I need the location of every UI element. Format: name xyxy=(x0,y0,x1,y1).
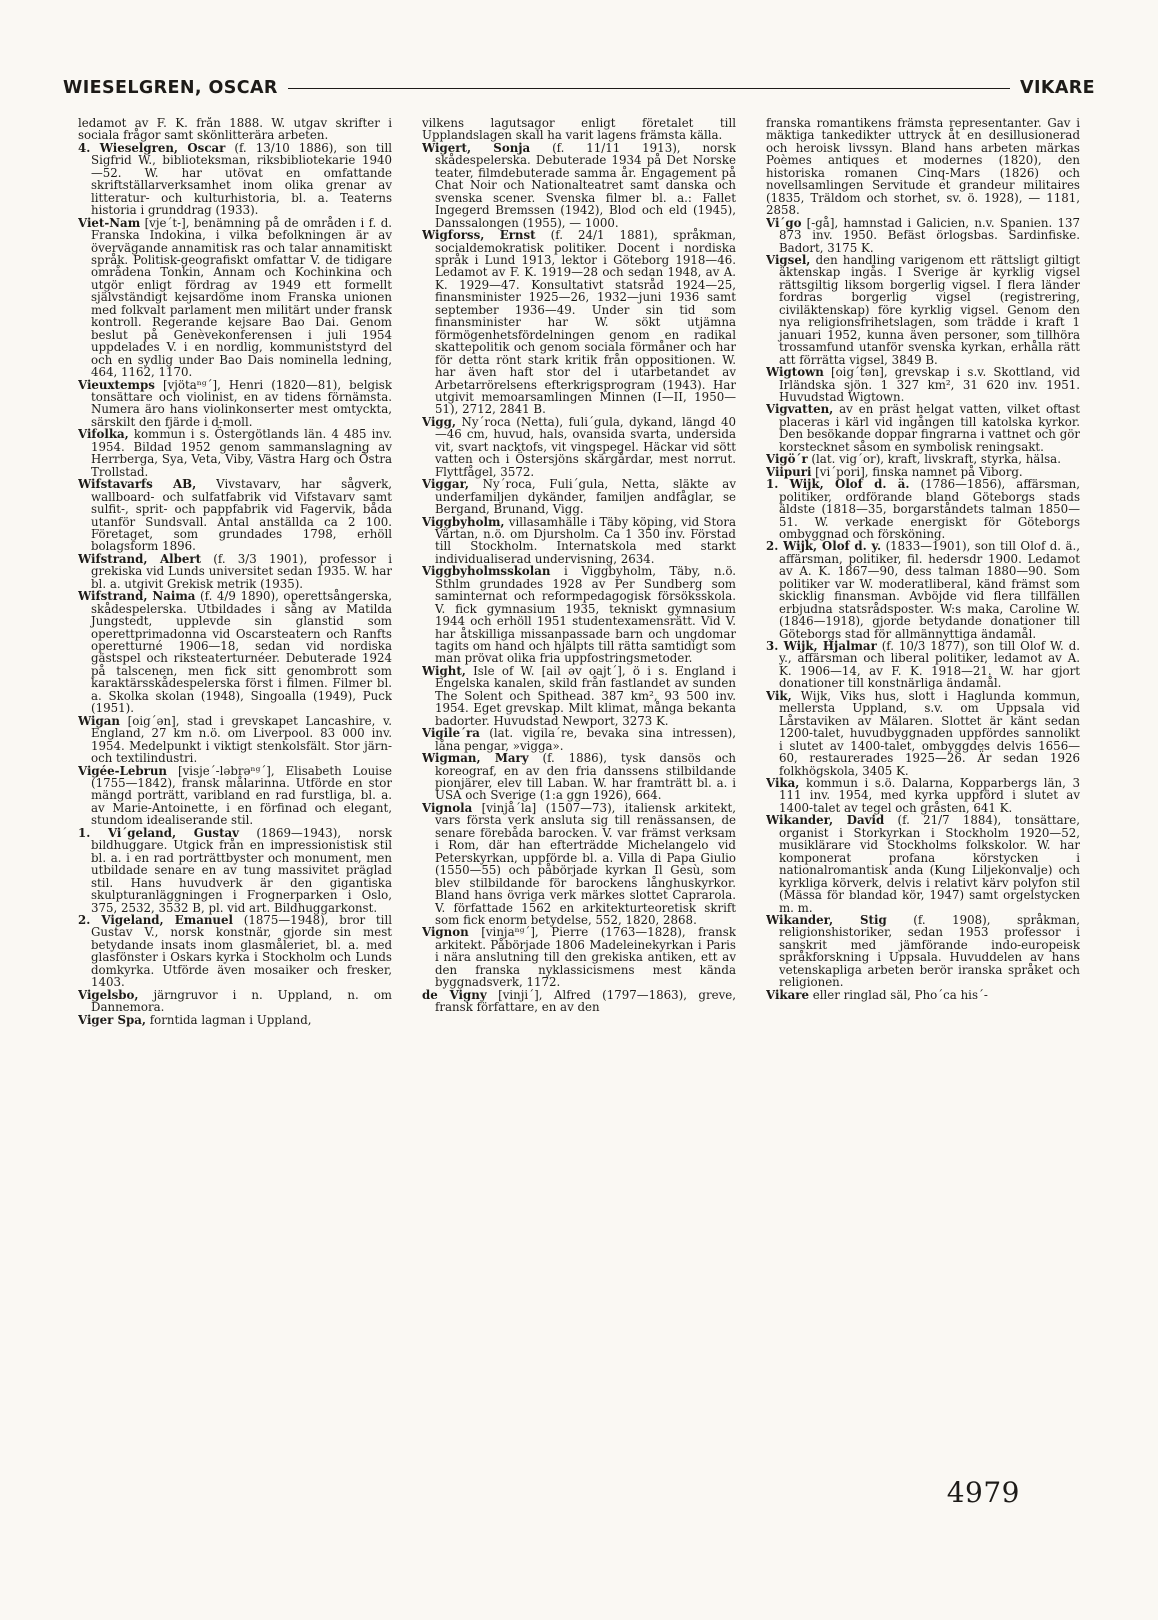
entry-text: (lat. vig´or), kraft, livskraft, styrka, hälsa. xyxy=(807,452,1061,467)
entry-text: Vivstavarv, har sågverk, wallboard- och sulfatfabrik vid Vifstavarv samt sulfit-, sprit- och pappfabrik vid Fagervik, båda utanför Sundsvall. Antal anställda ca 2 100. Företaget, som grundades 1798, erhöll bolagsform 1896. xyxy=(91,477,392,554)
entry-headword: Viet-Nam xyxy=(78,215,141,230)
dictionary-entry xyxy=(78,379,392,429)
dictionary-entry xyxy=(422,802,736,927)
entry-headword: Wikander, Stig xyxy=(766,913,887,927)
column-3 xyxy=(766,117,1080,1457)
dictionary-entry xyxy=(766,217,1080,254)
entry-headword: Vik, xyxy=(766,688,792,703)
dictionary-entry xyxy=(78,478,392,553)
entry-text: [vi´pori], finska namnet på Viborg. xyxy=(811,464,1023,479)
dictionary-entry xyxy=(78,914,392,989)
entry-text: (f. 11/11 1913), norsk skådespelerska. Debuterade 1934 på Det Norske teater, filmdebuterade samma år. Engagement på Chat Noir och Nationalteatret samt danska och svenska scener. Svenska filmer bl. a.: Fallet Ingegerd Bremssen (1942), Blod och eld (1945), Danssalongen (1955), — 1000. xyxy=(435,140,736,230)
entry-text: [vinjå´la] (1507—73), italiensk arkitekt, vars första verk ansluta sig till renässansen, de senare förebåda barocken. V. var främst verksam i Rom, där han efterträdde Michelangelo vid Peterskyrkan, uppförde bl. a. Villa di Papa Giulio (1550—55) och påbörjade kyrkan Il Gesù, som blev stilbildande för barockens långhuskyrkor. Bland hans övriga verk märkes slottet Caprarola. V. författade 1562 en arkitekturteoretisk skrift som fick enorm betydelse, 552, 1820, 2868. xyxy=(435,800,736,927)
entry-text: Isle of W. [ail əv oajt´], ö i s. England i Engelska kanalen, skild från fastlandet av sunden The Solent och Spithead. 387 km², 93 500 inv. 1954. Eget grevskap. Milt klimat, många bekanta badorter. Huvudstad Newport, 3273 K. xyxy=(435,663,736,728)
dictionary-entry xyxy=(766,814,1080,914)
entry-text: Ny´roca (Netta), fuli´gula, dykand, längd 40—46 cm, huvud, hals, ovansida svarta, undersida vit, svart nacktofs, vit vingspegel. Häckar vid sött vatten och i Östersjöns skärgårdar, mest norrut. Flyttfågel, 3572. xyxy=(435,414,736,479)
entry-text: ledamot av F. K. från 1888. W. utgav skrifter i sociala frågor samt skönlitterära arbeten. xyxy=(78,117,392,143)
header-rule xyxy=(288,88,1010,89)
header-left-headword: WIESELGREN, OSCAR xyxy=(63,78,278,98)
entry-headword: Vieuxtemps xyxy=(78,377,155,392)
entry-text: (f. 4/9 1890), operettsångerska, skådespelerska. Utbildades i sång av Matilda Jungstedt, upplevde sin glanstid som operettprimadonna vid Oscarsteatern och Ranfts operetturné 1906—18, sedan vid nordiska gästspel och riksteaterturnéer. Debuterade 1924 på talscenen, men fick sitt genombrott som karaktärsskådespelerska först i filmen. Filmer bl. a. Skolka skolan (1948), Singoalla (1949), Puck (1951). xyxy=(91,589,392,716)
text-columns xyxy=(78,117,1080,1457)
dictionary-entry xyxy=(422,117,736,142)
entry-headword: Vika, xyxy=(766,776,800,791)
dictionary-entry xyxy=(78,142,392,217)
dictionary-entry xyxy=(422,727,736,752)
dictionary-entry xyxy=(78,217,392,379)
entry-headword: Viger Spa, xyxy=(78,1012,147,1027)
entry-text: [vinjaⁿᵍ´], Pierre (1763—1828), fransk arkitekt. Påbörjade 1806 Madeleinekyrkan i Paris i nära anslutning till den grekiska antiken, ett av den franska nyklassicismens mest kända byggnadsverk, 1172. xyxy=(435,925,736,990)
entry-text: (f. 1886), tysk dansös och koreograf, en av den fria danssens stilbildande pionjärer, elev till Laban. W. har framträtt bl. a. i USA och Sverige (1:a ggn 1926), 664. xyxy=(435,751,736,803)
dictionary-entry xyxy=(766,366,1080,403)
entry-text: [oig´ən], stad i grevskapet Lancashire, v. England, 27 km n.ö. om Liverpool. 83 000 inv. 1954. Medelpunkt i viktigt stenkolsfält. Stor järn- och textilindustri. xyxy=(91,713,392,766)
dictionary-entry xyxy=(78,765,392,827)
entry-text: (f. 24/1 1881), språkman, socialdemokratisk politiker. Docent i nordiska språk i Lund 1913, lektor i Göteborg 1918—46. Ledamot av F. K. 1919—28 och sedan 1948, av A. K. 1929—47. Konsultativt statsråd 1924—25, finansminister 1925—26, 1932—juni 1936 samt september 1936—49. Under sin tid som finansminister har W. sökt utjämna förmögenhetsfördelningen genom en radikal skattepolitik och genom sociala förmåner och har för detta rönt stark kritik från oppositionen. W. har även haft stor del i utarbetandet av Arbetarrörelsens efterkrigsprogram (1943). Har utgivit memoarsamlingen Minnen (I—II, 1950—51), 2712, 2841 B. xyxy=(435,228,736,417)
entry-text: franska romantikens främsta representanter. Gav i mäktiga tankedikter uttryck åt en desillusionerad och heroisk livssyn. Bland hans arbeten märkas Poèmes antiques et modernes (1820), den historiska romanen Cinq-Mars (1826) och novellsamlingen Servitude et grandeur militaires (1835, Träldom och storhet, sv. ö. 1928), — 1181, 2858. xyxy=(766,117,1080,218)
entry-text: (f. 3/3 1901), professor i grekiska vid Lunds universitet sedan 1935. W. har bl. a. utgivit Grekisk metrik (1935). xyxy=(91,551,392,591)
dictionary-entry xyxy=(78,590,392,715)
dictionary-entry xyxy=(766,640,1080,690)
entry-headword: Vignon xyxy=(422,925,469,940)
entry-headword: Vigée-Lebrun xyxy=(78,763,168,778)
entry-text: kommun i s. Östergötlands län. 4 485 inv. 1954. Bildad 1952 genom sammanslagning av Herrberga, Sya, Veta, Viby, Västra Harg och Östra Trollstad. xyxy=(91,427,392,479)
entry-headword: Viggar, xyxy=(422,477,470,492)
entry-text: Wijk, Viks hus, slott i Haglunda kommun, mellersta Uppland, s.v. om Uppsala vid Lårstaviken av Mälaren. Slottet är känt sedan 1200-talet, huvudbyggnaden uppfördes sannolikt i slutet av 1400-talet, ombyggdes delvis 1656—60, restaurerades 1925—26. Är sedan 1926 folkhögskola, 3405 K. xyxy=(779,688,1080,778)
dictionary-entry xyxy=(422,926,736,988)
entry-headword: Wifstrand, Naima xyxy=(78,589,196,604)
dictionary-entry xyxy=(766,403,1080,453)
entry-headword: de Vigny xyxy=(422,987,487,1002)
entry-text: (1833—1901), son till Olof d. ä., affärsman, politiker, fil. hedersdr 1900. Ledamot av A. K. 1867—90, dess talman 1880—90. Som politiker var W. moderatliberal, känd främst som skicklig finansman. Avböjde vid flera tillfällen erbjudna statsrådsposter. W:s maka, Caroline W. (1846—1918), gjorde betydande donationer till Göteborgs stad för allmännyttiga ändamål. xyxy=(779,539,1080,641)
entry-text: i Viggbyholm, Täby, n.ö. Sthlm grundades 1928 av Per Sundberg som saminternat och reformpedagogisk försöksskola. V. fick gymnasium 1935, tekniskt gymnasium 1944 och erhöll 1951 studentexamensrätt. Vid V. har åtskilliga missanpassade barn och ungdomar tagits om hand och hjälpts till rätta samtidigt som man prövat olika fria uppfostringsmetoder. xyxy=(435,564,736,666)
entry-text: (f. 10/3 1877), son till Olof W. d. y., affärsman och liberal politiker, ledamot av A. K. 1906—14, av F. K. 1918—21. W. har gjort donationer till konstnärliga ändamål. xyxy=(779,639,1080,691)
dictionary-entry xyxy=(766,777,1080,814)
header-right-headword: VIKARE xyxy=(1020,78,1095,98)
dictionary-entry xyxy=(422,478,736,515)
dictionary-entry xyxy=(422,416,736,478)
dictionary-entry xyxy=(78,715,392,765)
entry-headword: Vikare xyxy=(766,987,809,1002)
entry-text: den handling varigenom ett rättsligt giltigt äktenskap ingås. I Sverige är kyrklig vigsel rättsgiltig liksom borgerlig vigsel. I flera länder fordras borgerlig vigsel (registrering, civiläktenskap) före kyrklig vigsel. Genom den nya religionsfrihetslagen, som trädde i kraft 1 januari 1952, kunna även personer, som tillhöra trossamfund utanför svenska kyrkan, erhålla rätt att förrätta vigsel, 3849 B. xyxy=(779,252,1080,367)
dictionary-entry xyxy=(766,989,1080,1001)
dictionary-entry xyxy=(422,142,736,229)
entry-headword: 4. Wieselgren, Oscar xyxy=(78,140,226,155)
dictionary-entry xyxy=(766,254,1080,366)
entry-headword: Wight, xyxy=(422,663,466,678)
entry-headword: Viipuri xyxy=(766,464,812,479)
dictionary-entry xyxy=(766,117,1080,217)
entry-headword: Wigman, Mary xyxy=(422,751,529,766)
dictionary-entry xyxy=(422,516,736,566)
dictionary-entry xyxy=(766,914,1080,989)
running-header xyxy=(63,75,1095,101)
entry-headword: Vi´go xyxy=(766,215,802,230)
entry-headword: Vifolka, xyxy=(78,427,129,442)
page-number: 4979 xyxy=(946,1476,1020,1509)
entry-headword: Viggbyholmsskolan xyxy=(422,564,551,579)
entry-text: kommun i s.ö. Dalarna, Kopparbergs län, 3 111 inv. 1954, med kyrka uppförd i slutet av 1400-talet av tegel och gråsten, 641 K. xyxy=(779,776,1080,815)
entry-text: järngruvor i n. Uppland, n. om Dannemora. xyxy=(91,987,392,1015)
entry-text: [-gå], hamnstad i Galicien, n.v. Spanien. 137 873 inv. 1950. Befäst örlogsbas. Sardinfiske. Badort, 3175 K. xyxy=(779,215,1080,255)
entry-text: (f. 13/10 1886), son till Sigfrid W., biblioteksman, riksbibliotekarie 1940—52. W. har utövat en omfattande skriftställarverksamhet inom olika grenar av litteratur- och kulturhistoria, bl. a. Teaterns historia i grunddrag (1933). xyxy=(91,140,392,218)
entry-text: Ny´roca, Fuli´gula, Netta, släkte av underfamiljen dykänder, familjen andfåglar, se Bergand, Brunand, Vigg. xyxy=(435,477,736,517)
dictionary-entry xyxy=(78,428,392,478)
entry-headword: Wigert, Sonja xyxy=(422,140,531,155)
dictionary-entry xyxy=(422,752,736,802)
entry-headword: Vigelsbo, xyxy=(78,987,139,1002)
entry-text: [vje´t-], benämning på de områden i f. d. Franska Indokina, i vilka befolkningen är av övervägande annamitisk ras och talar annamitiskt språk. Politisk-geografiskt omfattar V. de tidigare områdena Tonkin, Annam och Kochinkina och utgör enligt fördrag av 1949 ett formellt självständigt kejsardöme inom Franska unionen med folkvalt parlament men militärt under fransk kontroll. Regerande kejsare Bao Dai. Genom beslut på Genèvekonferensen i juli 1954 uppdelades V. i en nordlig, kommuniststyrd del och en sydlig under Bao Dais nominella ledning, 464, 1162, 1170. xyxy=(91,215,392,380)
entry-text: (1786—1856), affärsman, politiker, ordförande bland Göteborgs stads äldste (1818—35, borgarståndets talman 1850—51. W. verkade energiskt för Göteborgs ombyggnad och försköning. xyxy=(779,477,1080,541)
column-1 xyxy=(78,117,392,1457)
entry-text: [vjötaⁿᵍ´], Henri (1820—81), belgisk tonsättare och violinist, en av tidens förnämsta. Numera äro hans violinkonserter mest omtyckta, särskilt den fjärde i d-moll. xyxy=(91,377,392,429)
entry-headword: Vigö´r xyxy=(766,452,808,467)
entry-text: [visje´-ləbrəⁿᵍ´], Elisabeth Louise (1755—1842), fransk målarinna. Utförde en stor mängd porträtt, varibland en rad furstliga, bl. a. av Marie-Antoinette, i en förfinad och elegant, stundom idealiserande stil. xyxy=(91,763,392,828)
entry-text: eller ringlad säl, Pho´ca his´- xyxy=(808,987,988,1002)
entry-headword: Wifstavarfs AB, xyxy=(78,477,197,492)
entry-text: (f. 1908), språkman, religionshistoriker, sedan 1953 professor i sanskrit med jämförande indo-europeisk språkforskning i Uppsala. Huvuddelen av hans vetenskapliga arbeten berör iranska språket och religionen. xyxy=(779,913,1080,990)
entry-text: (lat. vigila´re, bevaka sina intressen), låna pengar, »vigga». xyxy=(435,726,736,753)
entry-text: (1875—1948), bror till Gustav V., norsk konstnär, gjorde sin mest betydande insats inom glasmåleriet, bl. a. med glasfönster i Oskars kyrka i Stockholm och Lunds domkyrka. Utförde även mosaiker och fresker, 1403. xyxy=(91,913,392,990)
dictionary-entry xyxy=(766,540,1080,640)
entry-headword: 3. Wijk, Hjalmar xyxy=(766,639,877,654)
column-2 xyxy=(422,117,736,1457)
entry-headword: Wigforss, Ernst xyxy=(422,228,536,243)
entry-headword: Vigg, xyxy=(422,414,457,429)
dictionary-entry xyxy=(78,553,392,590)
dictionary-entry xyxy=(78,1014,392,1026)
entry-text: (1869—1943), norsk bildhuggare. Utgick från en impressionistisk stil bl. a. i en rad porträttbyster och monument, men utbildade senare en av tung massivitet präglad stil. Hans huvudverk är den gigantiska skulpturanläggningen i Frognerparken i Oslo, 375, 2532, 3532 B, pl. vid art. Bildhuggarkonst. xyxy=(91,825,392,915)
entry-text: [vinji´], Alfred (1797—1863), greve, fransk författare, en av den xyxy=(435,987,736,1015)
dictionary-entry xyxy=(78,989,392,1014)
entry-text: vilkens lagutsagor enligt företalet till Upplandslagen skall ha varit lagens främsta källa. xyxy=(422,117,736,143)
entry-headword: 2. Wijk, Olof d. y. xyxy=(766,539,882,554)
entry-headword: Vigsel, xyxy=(766,252,811,267)
entry-text: villasamhälle i Täby köping, vid Stora Värtan, n.ö. om Djursholm. Ca 1 350 inv. Förstad till Stockholm. Internatskola med starkt individualiserad undervisning, 2634. xyxy=(435,514,736,566)
entry-headword: Vigile´ra xyxy=(422,726,480,741)
dictionary-entry xyxy=(422,229,736,416)
entry-headword: 1. Wijk, Olof d. ä. xyxy=(766,477,910,492)
entry-text: av en präst helgat vatten, vilket oftast placeras i kärl vid ingången till katolska kyrkor. Den besökande doppar fingrarna i vattnet och gör korstecknet såsom en symbolisk reningsakt. xyxy=(779,402,1080,454)
dictionary-entry xyxy=(422,565,736,665)
entry-headword: 1. Vi´geland, Gustav xyxy=(78,825,240,840)
dictionary-entry xyxy=(78,827,392,914)
entry-headword: Wigtown xyxy=(766,365,824,380)
entry-headword: Wigan xyxy=(78,713,120,728)
entry-headword: 2. Vigeland, Emanuel xyxy=(78,913,233,927)
entry-headword: Wifstrand, Albert xyxy=(78,551,202,566)
dictionary-entry xyxy=(766,690,1080,777)
dictionary-entry xyxy=(78,117,392,142)
entry-text: forntida lagman i Uppland, xyxy=(146,1012,312,1027)
entry-headword: Vigvatten, xyxy=(766,402,834,417)
entry-text: [oig´tən], grevskap i s.v. Skottland, vid Irländska sjön. 1 327 km², 31 620 inv. 1951. Huvudstad Wigtown. xyxy=(779,365,1080,404)
dictionary-entry xyxy=(422,665,736,727)
entry-headword: Wikander, David xyxy=(766,813,885,828)
dictionary-entry xyxy=(766,478,1080,540)
dictionary-entry xyxy=(422,989,736,1014)
entry-headword: Viggbyholm, xyxy=(422,514,505,529)
entry-text: (f. 21/7 1884), tonsättare, organist i Storkyrkan i Stockholm 1920—52, musiklärare vid Stockholms folkskolor. W. har komponerat profana körstycken i nationalromantisk anda (Kung Liljekonvalje) och kyrkliga körverk, delvis i relativt kärv polyfon stil (Mässa för blandad kör, 1947) samt orgelstycken m. m. xyxy=(779,813,1080,915)
entry-headword: Vignola xyxy=(422,800,473,815)
